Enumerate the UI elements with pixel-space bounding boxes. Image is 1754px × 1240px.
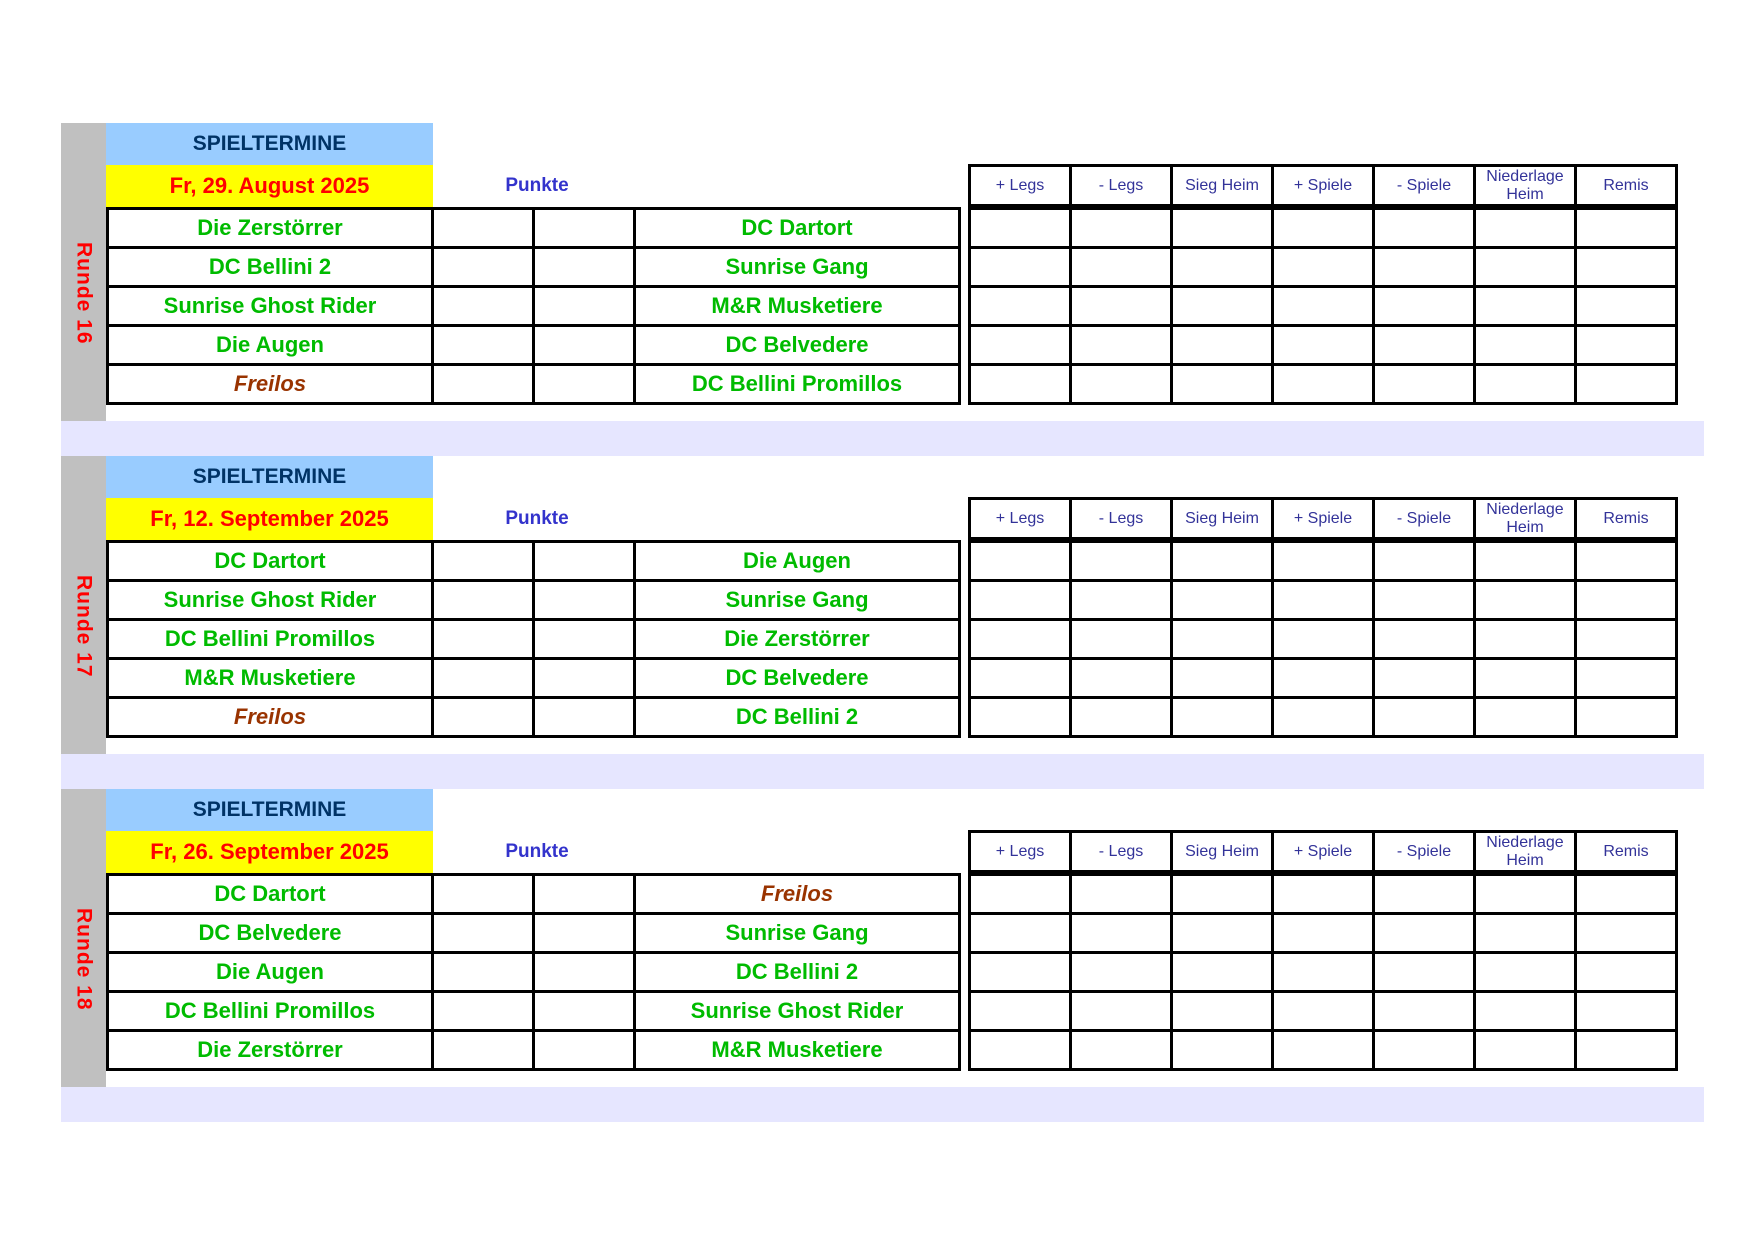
away-score-cell[interactable] bbox=[534, 953, 635, 992]
stat-header-cell: Niederlage Heim bbox=[1475, 499, 1576, 539]
stat-cell[interactable] bbox=[1273, 875, 1374, 914]
stat-cell[interactable] bbox=[1071, 875, 1172, 914]
stat-cell[interactable] bbox=[1374, 542, 1475, 581]
stat-cell[interactable] bbox=[1172, 209, 1273, 248]
stat-cell[interactable] bbox=[1172, 326, 1273, 365]
stat-cell[interactable] bbox=[1576, 209, 1677, 248]
stat-cell[interactable] bbox=[1172, 914, 1273, 953]
stat-cell[interactable] bbox=[1273, 581, 1374, 620]
match-row bbox=[108, 1031, 960, 1070]
stat-cell[interactable] bbox=[1576, 992, 1677, 1031]
stat-cell[interactable] bbox=[1273, 953, 1374, 992]
stat-cell[interactable] bbox=[1475, 698, 1576, 737]
stat-cell[interactable] bbox=[1374, 209, 1475, 248]
stat-cell[interactable] bbox=[1475, 542, 1576, 581]
round-label: Runde 18 bbox=[72, 907, 96, 1011]
away-team: DC Bellini 2 bbox=[635, 953, 960, 992]
round-label: Runde 16 bbox=[72, 241, 96, 345]
away-team: M&R Musketiere bbox=[635, 287, 960, 326]
stat-cell[interactable] bbox=[970, 287, 1071, 326]
stat-cell[interactable] bbox=[970, 659, 1071, 698]
home-team: DC Bellini 2 bbox=[108, 248, 433, 287]
home-team: Sunrise Ghost Rider bbox=[108, 287, 433, 326]
stat-cell[interactable] bbox=[970, 698, 1071, 737]
stat-cell[interactable] bbox=[1071, 365, 1172, 404]
stat-cell[interactable] bbox=[1071, 953, 1172, 992]
stat-cell[interactable] bbox=[1071, 620, 1172, 659]
stat-cell[interactable] bbox=[1475, 620, 1576, 659]
stat-cell[interactable] bbox=[1273, 620, 1374, 659]
stat-cell[interactable] bbox=[1071, 542, 1172, 581]
stat-row bbox=[970, 542, 1677, 581]
stat-table bbox=[968, 873, 1678, 1071]
stat-cell[interactable] bbox=[1576, 248, 1677, 287]
stat-cell[interactable] bbox=[1273, 365, 1374, 404]
stat-row bbox=[970, 287, 1677, 326]
points-label: Punkte bbox=[505, 508, 569, 529]
home-score-cell[interactable] bbox=[433, 620, 534, 659]
stat-cell[interactable] bbox=[1576, 620, 1677, 659]
stat-cell[interactable] bbox=[1071, 992, 1172, 1031]
stat-header-cell: + Legs bbox=[970, 499, 1071, 539]
stat-cell[interactable] bbox=[1071, 659, 1172, 698]
stat-cell[interactable] bbox=[1374, 875, 1475, 914]
stat-cell[interactable] bbox=[1273, 659, 1374, 698]
schedule-title: SPIELTERMINE bbox=[106, 456, 433, 498]
home-team: Freilos bbox=[108, 698, 433, 737]
stat-row bbox=[970, 620, 1677, 659]
match-row bbox=[108, 542, 960, 581]
stat-cell[interactable] bbox=[1475, 992, 1576, 1031]
stat-cell[interactable] bbox=[1374, 698, 1475, 737]
match-table bbox=[106, 207, 961, 405]
stat-cell[interactable] bbox=[1071, 326, 1172, 365]
away-team: Sunrise Ghost Rider bbox=[635, 992, 960, 1031]
away-score-cell[interactable] bbox=[534, 365, 635, 404]
stat-cell[interactable] bbox=[1273, 992, 1374, 1031]
home-team: Die Augen bbox=[108, 326, 433, 365]
stat-cell[interactable] bbox=[1475, 209, 1576, 248]
stat-cell[interactable] bbox=[1273, 1031, 1374, 1070]
stat-row bbox=[970, 992, 1677, 1031]
stat-cell[interactable] bbox=[1172, 992, 1273, 1031]
stat-cell[interactable] bbox=[1475, 875, 1576, 914]
stat-cell[interactable] bbox=[970, 581, 1071, 620]
stat-row bbox=[970, 365, 1677, 404]
home-score-cell[interactable] bbox=[433, 659, 534, 698]
stat-cell[interactable] bbox=[1576, 698, 1677, 737]
home-score-cell[interactable] bbox=[433, 698, 534, 737]
stat-row bbox=[970, 914, 1677, 953]
match-row bbox=[108, 248, 960, 287]
away-team: Freilos bbox=[635, 875, 960, 914]
match-row bbox=[108, 209, 960, 248]
stat-header-cell: + Spiele bbox=[1273, 832, 1374, 872]
stat-header-cell: - Spiele bbox=[1374, 499, 1475, 539]
round-block-16 bbox=[61, 123, 1704, 458]
round-label: Runde 17 bbox=[72, 574, 96, 678]
stat-header bbox=[968, 830, 1678, 873]
match-row bbox=[108, 659, 960, 698]
home-score-cell[interactable] bbox=[433, 1031, 534, 1070]
match-row bbox=[108, 620, 960, 659]
stat-table bbox=[968, 207, 1678, 405]
stat-cell[interactable] bbox=[1374, 581, 1475, 620]
away-team: Die Zerstörrer bbox=[635, 620, 960, 659]
stat-header-cell: - Spiele bbox=[1374, 166, 1475, 206]
home-score-cell[interactable] bbox=[433, 326, 534, 365]
away-score-cell[interactable] bbox=[534, 581, 635, 620]
stat-cell[interactable] bbox=[1576, 1031, 1677, 1070]
separator-band bbox=[61, 754, 1704, 789]
away-score-cell[interactable] bbox=[534, 875, 635, 914]
stat-cell[interactable] bbox=[1273, 542, 1374, 581]
match-row bbox=[108, 365, 960, 404]
stat-cell[interactable] bbox=[1172, 659, 1273, 698]
stat-cell[interactable] bbox=[1172, 875, 1273, 914]
stat-header-cell: Sieg Heim bbox=[1172, 832, 1273, 872]
stat-cell[interactable] bbox=[1374, 953, 1475, 992]
stat-row bbox=[970, 248, 1677, 287]
stat-row bbox=[970, 581, 1677, 620]
away-team: DC Belvedere bbox=[635, 326, 960, 365]
stat-row bbox=[970, 659, 1677, 698]
stat-cell[interactable] bbox=[1475, 248, 1576, 287]
separator-band bbox=[61, 421, 1704, 456]
stat-cell[interactable] bbox=[1374, 287, 1475, 326]
away-score-cell[interactable] bbox=[534, 209, 635, 248]
home-team: Die Zerstörrer bbox=[108, 1031, 433, 1070]
stat-cell[interactable] bbox=[1475, 287, 1576, 326]
away-team: DC Bellini Promillos bbox=[635, 365, 960, 404]
stat-cell[interactable] bbox=[1576, 914, 1677, 953]
stat-cell[interactable] bbox=[1576, 365, 1677, 404]
stat-cell[interactable] bbox=[1475, 953, 1576, 992]
away-team: Sunrise Gang bbox=[635, 248, 960, 287]
home-score-cell[interactable] bbox=[433, 365, 534, 404]
stat-cell[interactable] bbox=[1273, 209, 1374, 248]
stat-cell[interactable] bbox=[1071, 1031, 1172, 1070]
stat-cell[interactable] bbox=[1576, 659, 1677, 698]
stat-cell[interactable] bbox=[1172, 698, 1273, 737]
away-team: DC Belvedere bbox=[635, 659, 960, 698]
away-score-cell[interactable] bbox=[534, 659, 635, 698]
stat-header-cell: Niederlage Heim bbox=[1475, 166, 1576, 206]
home-score-cell[interactable] bbox=[433, 914, 534, 953]
stat-header-cell: + Legs bbox=[970, 166, 1071, 206]
stat-cell[interactable] bbox=[1576, 875, 1677, 914]
stat-cell[interactable] bbox=[1374, 326, 1475, 365]
stat-header bbox=[968, 164, 1678, 207]
stat-cell[interactable] bbox=[1475, 914, 1576, 953]
separator-band bbox=[61, 1087, 1704, 1122]
stat-cell[interactable] bbox=[1172, 287, 1273, 326]
stat-row bbox=[970, 698, 1677, 737]
stat-cell[interactable] bbox=[970, 953, 1071, 992]
away-team: Die Augen bbox=[635, 542, 960, 581]
away-team: Sunrise Gang bbox=[635, 581, 960, 620]
match-row bbox=[108, 875, 960, 914]
stat-cell[interactable] bbox=[1475, 659, 1576, 698]
home-score-cell[interactable] bbox=[433, 287, 534, 326]
schedule-title: SPIELTERMINE bbox=[106, 789, 433, 831]
round-block-17 bbox=[61, 456, 1704, 791]
away-score-cell[interactable] bbox=[534, 914, 635, 953]
match-row bbox=[108, 581, 960, 620]
stat-cell[interactable] bbox=[1576, 287, 1677, 326]
stat-header-cell: - Legs bbox=[1071, 499, 1172, 539]
home-team: Die Zerstörrer bbox=[108, 209, 433, 248]
home-team: DC Belvedere bbox=[108, 914, 433, 953]
stat-header-cell: - Spiele bbox=[1374, 832, 1475, 872]
stat-cell[interactable] bbox=[1576, 542, 1677, 581]
stat-cell[interactable] bbox=[970, 914, 1071, 953]
stat-header-cell: Remis bbox=[1576, 499, 1677, 539]
away-team: DC Bellini 2 bbox=[635, 698, 960, 737]
stat-cell[interactable] bbox=[1071, 209, 1172, 248]
stat-cell[interactable] bbox=[970, 248, 1071, 287]
stat-row bbox=[970, 209, 1677, 248]
match-row bbox=[108, 698, 960, 737]
stat-cell[interactable] bbox=[1273, 248, 1374, 287]
match-date: Fr, 26. September 2025 bbox=[106, 831, 433, 873]
home-score-cell[interactable] bbox=[433, 953, 534, 992]
stat-header-cell: Sieg Heim bbox=[1172, 166, 1273, 206]
home-team: DC Bellini Promillos bbox=[108, 620, 433, 659]
points-label: Punkte bbox=[505, 841, 569, 862]
stat-cell[interactable] bbox=[1071, 581, 1172, 620]
stat-cell[interactable] bbox=[1172, 365, 1273, 404]
home-score-cell[interactable] bbox=[433, 875, 534, 914]
home-team: DC Bellini Promillos bbox=[108, 992, 433, 1031]
stat-cell[interactable] bbox=[970, 326, 1071, 365]
stat-cell[interactable] bbox=[970, 542, 1071, 581]
stat-row bbox=[970, 1031, 1677, 1070]
away-score-cell[interactable] bbox=[534, 992, 635, 1031]
stat-cell[interactable] bbox=[1374, 248, 1475, 287]
stat-cell[interactable] bbox=[1172, 953, 1273, 992]
home-score-cell[interactable] bbox=[433, 209, 534, 248]
stat-cell[interactable] bbox=[970, 1031, 1071, 1070]
stat-cell[interactable] bbox=[1475, 326, 1576, 365]
round-block-18 bbox=[61, 789, 1704, 1124]
stat-cell[interactable] bbox=[1374, 992, 1475, 1031]
stat-cell[interactable] bbox=[970, 209, 1071, 248]
home-team: Sunrise Ghost Rider bbox=[108, 581, 433, 620]
stat-cell[interactable] bbox=[1475, 581, 1576, 620]
away-score-cell[interactable] bbox=[534, 326, 635, 365]
match-table bbox=[106, 540, 961, 738]
stat-cell[interactable] bbox=[970, 875, 1071, 914]
away-score-cell[interactable] bbox=[534, 248, 635, 287]
schedule-title: SPIELTERMINE bbox=[106, 123, 433, 165]
stat-cell[interactable] bbox=[1172, 581, 1273, 620]
stat-cell[interactable] bbox=[1172, 248, 1273, 287]
stat-header-cell: Remis bbox=[1576, 832, 1677, 872]
stat-header-cell: + Spiele bbox=[1273, 499, 1374, 539]
stat-cell[interactable] bbox=[1374, 620, 1475, 659]
away-team: Sunrise Gang bbox=[635, 914, 960, 953]
home-score-cell[interactable] bbox=[433, 992, 534, 1031]
stat-row bbox=[970, 875, 1677, 914]
match-row bbox=[108, 953, 960, 992]
stat-header-cell: - Legs bbox=[1071, 832, 1172, 872]
stat-header-cell: + Legs bbox=[970, 832, 1071, 872]
stat-table bbox=[968, 540, 1678, 738]
stat-cell[interactable] bbox=[1273, 914, 1374, 953]
stat-header-cell: Sieg Heim bbox=[1172, 499, 1273, 539]
stat-cell[interactable] bbox=[1475, 1031, 1576, 1070]
stat-cell[interactable] bbox=[1172, 1031, 1273, 1070]
stat-cell[interactable] bbox=[970, 992, 1071, 1031]
home-team: Die Augen bbox=[108, 953, 433, 992]
home-score-cell[interactable] bbox=[433, 248, 534, 287]
home-team: DC Dartort bbox=[108, 542, 433, 581]
away-score-cell[interactable] bbox=[534, 698, 635, 737]
stat-cell[interactable] bbox=[1273, 287, 1374, 326]
home-score-cell[interactable] bbox=[433, 542, 534, 581]
stat-cell[interactable] bbox=[1576, 581, 1677, 620]
stat-cell[interactable] bbox=[1071, 248, 1172, 287]
points-label: Punkte bbox=[505, 175, 569, 196]
stat-cell[interactable] bbox=[1374, 659, 1475, 698]
match-date: Fr, 29. August 2025 bbox=[106, 165, 433, 207]
stat-row bbox=[970, 953, 1677, 992]
stat-cell[interactable] bbox=[1374, 914, 1475, 953]
away-score-cell[interactable] bbox=[534, 620, 635, 659]
stat-header bbox=[968, 497, 1678, 540]
home-team: DC Dartort bbox=[108, 875, 433, 914]
match-date: Fr, 12. September 2025 bbox=[106, 498, 433, 540]
away-team: DC Dartort bbox=[635, 209, 960, 248]
match-row bbox=[108, 992, 960, 1031]
home-score-cell[interactable] bbox=[433, 581, 534, 620]
away-score-cell[interactable] bbox=[534, 542, 635, 581]
match-row bbox=[108, 914, 960, 953]
match-row bbox=[108, 287, 960, 326]
stat-header-cell: Remis bbox=[1576, 166, 1677, 206]
match-table bbox=[106, 873, 961, 1071]
home-team: Freilos bbox=[108, 365, 433, 404]
match-row bbox=[108, 326, 960, 365]
stat-cell[interactable] bbox=[1273, 698, 1374, 737]
stat-cell[interactable] bbox=[1576, 953, 1677, 992]
away-team: M&R Musketiere bbox=[635, 1031, 960, 1070]
stat-cell[interactable] bbox=[1071, 914, 1172, 953]
stat-cell[interactable] bbox=[1172, 620, 1273, 659]
home-team: M&R Musketiere bbox=[108, 659, 433, 698]
stat-cell[interactable] bbox=[1071, 287, 1172, 326]
stat-cell[interactable] bbox=[1172, 542, 1273, 581]
stat-row bbox=[970, 326, 1677, 365]
stat-cell[interactable] bbox=[1071, 698, 1172, 737]
stat-header-cell: Niederlage Heim bbox=[1475, 832, 1576, 872]
stat-cell[interactable] bbox=[1374, 1031, 1475, 1070]
stat-header-cell: + Spiele bbox=[1273, 166, 1374, 206]
stat-cell[interactable] bbox=[1576, 326, 1677, 365]
stat-cell[interactable] bbox=[1475, 365, 1576, 404]
stat-cell[interactable] bbox=[1273, 326, 1374, 365]
stat-cell[interactable] bbox=[970, 620, 1071, 659]
stat-cell[interactable] bbox=[970, 365, 1071, 404]
away-score-cell[interactable] bbox=[534, 287, 635, 326]
away-score-cell[interactable] bbox=[534, 1031, 635, 1070]
stat-cell[interactable] bbox=[1374, 365, 1475, 404]
stat-header-cell: - Legs bbox=[1071, 166, 1172, 206]
